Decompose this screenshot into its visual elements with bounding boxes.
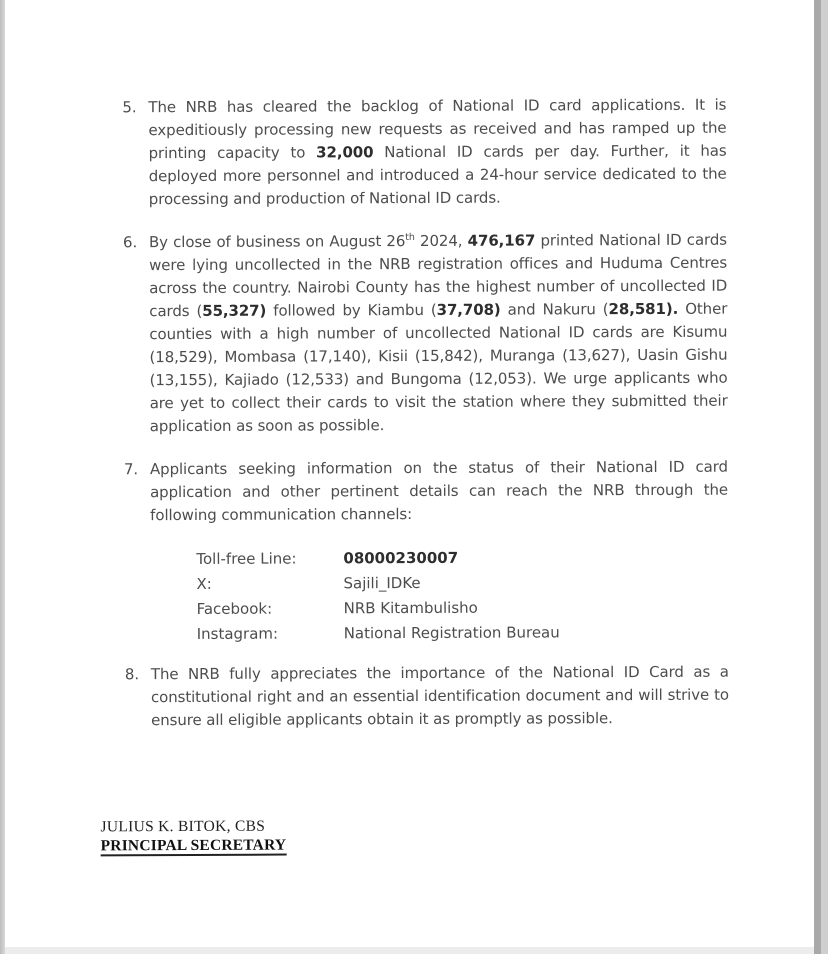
contact-row-facebook: [197, 595, 729, 622]
list-item-5: [122, 94, 726, 212]
list-item-8: [125, 661, 729, 733]
item-text: Applicants seeking information on the status of their National ID card application and other pertinent details can reach the NRB through the following communication channels:: [149, 457, 729, 525]
contact-label: Toll-free Line:: [196, 549, 297, 568]
contact-value: Sajili_IDKe: [343, 573, 421, 593]
item-number: 7.: [123, 460, 139, 479]
signature-block: [100, 817, 286, 857]
item-text: By close of business on August 26th 2024, 476,167 printed National ID cards were lying uncollected in the NRB registration offices and Huduma Centres across the country. Nairobi County has the highest number of uncollected ID cards (55,327) followed by Kiambu (37,708) and Nakuru (28,581). Other counties with a high number of uncollected National ID cards are Kisumu (18,529), Mombasa (17,140), Kisii (15,842), Muranga (13,627), Uasin Gishu (13,155), Kajiado (12,533) and Bungoma (12,053). We urge applicants who are yet to collect their cards to visit the station where they submitted their application as soon as possible.: [148, 230, 728, 436]
numbered-list: [122, 94, 729, 753]
contact-row-instagram: [197, 620, 729, 647]
list-item-7: [124, 456, 728, 528]
item-number: 5.: [122, 98, 137, 117]
item-text: The NRB fully appreciates the importance of the National ID Card as a constitutional right and an essential identification document and will strive to ensure all eligible applicants obtain it as promptly as possible.: [150, 662, 729, 730]
contact-label: Instagram:: [196, 624, 279, 643]
contact-value: NRB Kitambulisho: [343, 598, 478, 618]
signature-title: PRINCIPAL SECRETARY: [100, 836, 287, 855]
contact-row-tollfree: [196, 545, 728, 572]
contact-label: Facebook:: [196, 599, 273, 618]
contact-value: 08000230007: [343, 548, 459, 568]
contact-channels: [196, 545, 728, 647]
item-text: The NRB has cleared the backlog of National ID card applications. It is expeditiously processing new requests as received and has ramped up the printing capacity to 32,000 National ID cards per day. Further, it has deployed more personnel and introduced a 24-hour service dedicated to the processing and production of National ID cards.: [148, 95, 727, 209]
item-number: 6.: [122, 233, 138, 252]
signature-name: JULIUS K. BITOK, CBS: [100, 817, 266, 836]
contact-label: X:: [196, 574, 212, 593]
contact-value: National Registration Bureau: [343, 623, 560, 643]
list-item-6: [123, 229, 728, 439]
contact-row-x: [196, 570, 728, 597]
item-number: 8.: [124, 665, 140, 684]
